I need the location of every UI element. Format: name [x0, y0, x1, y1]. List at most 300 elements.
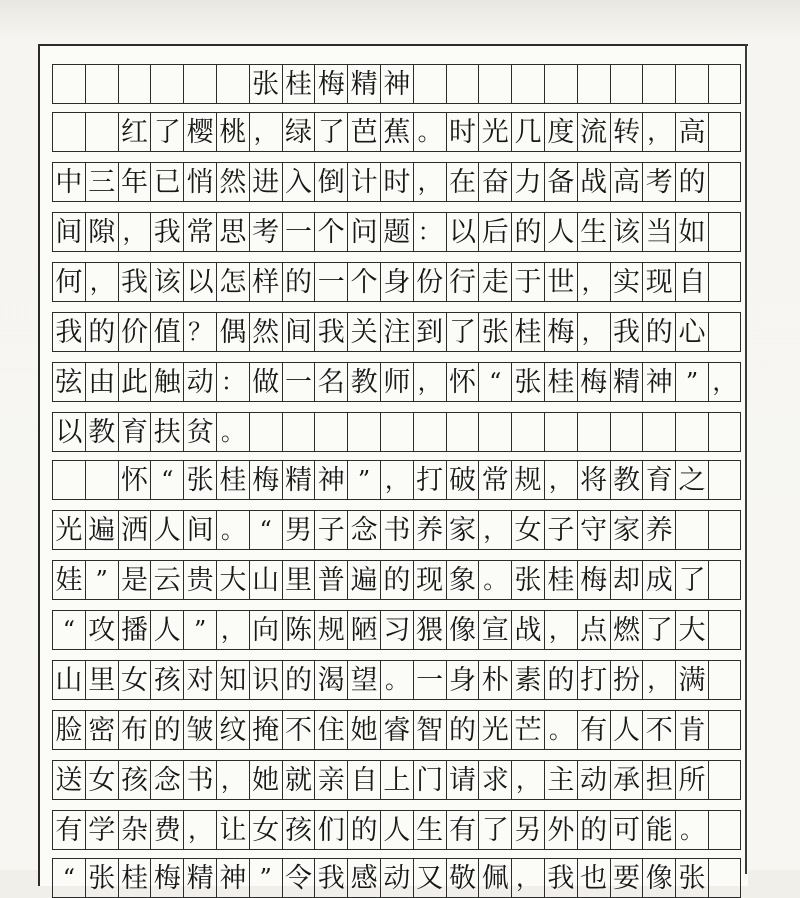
grid-cell: 的 [150, 710, 183, 750]
grid-cell [610, 64, 643, 104]
grid-cell: 备 [544, 162, 577, 202]
grid-cell: 亲 [314, 760, 347, 800]
grid-cell [118, 64, 151, 104]
grid-cell: ， [183, 810, 216, 850]
grid-cell: 张 [249, 64, 282, 104]
grid-cell: 战 [511, 610, 544, 650]
grid-cell: 弦 [52, 362, 85, 402]
grid-cell: 可 [610, 810, 643, 850]
grid-cell: 佩 [478, 858, 511, 898]
grid-cell [577, 64, 610, 104]
grid-cell: 成 [642, 560, 675, 600]
grid-cell [380, 412, 413, 452]
grid-cell: 养 [642, 510, 675, 550]
grid-cell: 张 [85, 858, 118, 898]
grid-cell: ， [118, 212, 151, 252]
grid-cell: 像 [446, 610, 479, 650]
grid-cell: 规 [314, 610, 347, 650]
grid-cell: 知 [216, 660, 249, 700]
grid-cell: 宣 [478, 610, 511, 650]
grid-cell: 张 [511, 362, 544, 402]
grid-cell: 的 [511, 212, 544, 252]
grid-cell: 识 [249, 660, 282, 700]
grid-cell: 的 [347, 810, 380, 850]
grid-cell [708, 510, 741, 550]
grid-cell: “ [478, 362, 511, 402]
grid-cell: ” [183, 610, 216, 650]
grid-cell: 动 [380, 858, 413, 898]
text-row [52, 162, 741, 202]
grid-cell: 后 [478, 212, 511, 252]
grid-cell: 的 [282, 660, 315, 700]
grid-cell: 担 [642, 760, 675, 800]
grid-cell: 精 [183, 858, 216, 898]
grid-cell: “ [249, 510, 282, 550]
grid-cell [52, 112, 85, 152]
grid-cell: 育 [642, 460, 675, 500]
grid-cell: 桂 [282, 64, 315, 104]
grid-cell [708, 858, 741, 898]
grid-cell [85, 460, 118, 500]
grid-cell: ， [249, 112, 282, 152]
grid-cell: ， [577, 312, 610, 352]
grid-cell: 象 [446, 560, 479, 600]
grid-cell: 。 [413, 112, 446, 152]
grid-cell: 由 [85, 362, 118, 402]
grid-cell: 有 [52, 810, 85, 850]
grid-cell: 现 [413, 560, 446, 600]
text-row [52, 460, 741, 500]
grid-cell: 女 [118, 660, 151, 700]
grid-cell: 山 [52, 660, 85, 700]
grid-cell: ， [642, 112, 675, 152]
grid-cell: 女 [511, 510, 544, 550]
grid-cell: 另 [511, 810, 544, 850]
grid-cell: 如 [675, 212, 708, 252]
grid-cell: 满 [675, 660, 708, 700]
grid-cell: 倒 [314, 162, 347, 202]
text-row [52, 710, 741, 750]
grid-cell: 肯 [675, 710, 708, 750]
grid-cell: ， [544, 610, 577, 650]
grid-cell: 以 [52, 412, 85, 452]
grid-cell: 皱 [183, 710, 216, 750]
grid-cell: 生 [413, 810, 446, 850]
grid-cell [642, 64, 675, 104]
grid-cell: 。 [216, 510, 249, 550]
grid-cell: 梅 [577, 560, 610, 600]
grid-cell: 教 [610, 460, 643, 500]
paper-right-border [745, 44, 747, 874]
text-row [52, 412, 741, 452]
grid-cell: 上 [380, 760, 413, 800]
grid-cell: 怎 [216, 262, 249, 302]
grid-cell [446, 412, 479, 452]
grid-cell: 桂 [544, 362, 577, 402]
grid-cell: 求 [478, 760, 511, 800]
grid-cell: 偶 [216, 312, 249, 352]
grid-cell: 的 [675, 162, 708, 202]
grid-cell: 就 [282, 760, 315, 800]
grid-cell: ， [544, 460, 577, 500]
grid-cell: 人 [150, 610, 183, 650]
grid-cell: 打 [577, 660, 610, 700]
grid-cell: 一 [282, 212, 315, 252]
grid-cell: 向 [249, 610, 282, 650]
grid-cell: 神 [380, 64, 413, 104]
grid-cell: 习 [380, 610, 413, 650]
grid-cell: 猥 [413, 610, 446, 650]
grid-cell: 梅 [150, 858, 183, 898]
grid-cell: 男 [282, 510, 315, 550]
grid-cell: 纹 [216, 710, 249, 750]
grid-cell: 师 [380, 362, 413, 402]
grid-cell: 攻 [85, 610, 118, 650]
grid-cell: “ [52, 610, 85, 650]
grid-cell: 流 [577, 112, 610, 152]
grid-cell: 芭 [347, 112, 380, 152]
grid-cell: 一 [314, 262, 347, 302]
grid-cell: 里 [85, 660, 118, 700]
grid-cell: 住 [314, 710, 347, 750]
grid-cell: 书 [183, 760, 216, 800]
grid-cell: ， [413, 162, 446, 202]
grid-cell: 子 [314, 510, 347, 550]
grid-cell: 光 [478, 710, 511, 750]
grid-cell: 一 [282, 362, 315, 402]
grid-cell: 她 [347, 710, 380, 750]
grid-cell [511, 412, 544, 452]
grid-cell: 时 [446, 112, 479, 152]
grid-cell: 关 [347, 312, 380, 352]
grid-cell [511, 64, 544, 104]
grid-cell: ” [675, 362, 708, 402]
grid-cell [282, 412, 315, 452]
grid-cell: ： [216, 362, 249, 402]
grid-cell [708, 760, 741, 800]
grid-cell: 以 [183, 262, 216, 302]
text-row [52, 760, 741, 800]
grid-cell: 育 [118, 412, 151, 452]
grid-cell: 入 [282, 162, 315, 202]
grid-cell: 念 [150, 760, 183, 800]
grid-cell: 个 [347, 262, 380, 302]
grid-cell: 张 [478, 312, 511, 352]
grid-cell: 间 [183, 510, 216, 550]
grid-cell: 点 [577, 610, 610, 650]
grid-cell: 破 [446, 460, 479, 500]
grid-cell: ， [708, 362, 741, 402]
grid-cell: 常 [183, 212, 216, 252]
grid-cell: 。 [380, 660, 413, 700]
grid-cell: 考 [642, 162, 675, 202]
grid-cell [708, 262, 741, 302]
grid-cell: 将 [577, 460, 610, 500]
grid-cell: 。 [544, 710, 577, 750]
grid-cell [413, 64, 446, 104]
grid-cell: 学 [85, 810, 118, 850]
grid-cell [708, 312, 741, 352]
grid-cell: ？ [183, 312, 216, 352]
grid-cell [150, 64, 183, 104]
grid-cell: 打 [413, 460, 446, 500]
grid-cell [85, 112, 118, 152]
grid-cell: 要 [610, 858, 643, 898]
grid-cell: 份 [413, 262, 446, 302]
grid-cell: 樱 [183, 112, 216, 152]
text-row [52, 362, 741, 402]
grid-cell: 扮 [610, 660, 643, 700]
grid-cell [610, 412, 643, 452]
grid-cell: 题 [380, 212, 413, 252]
grid-cell: ， [511, 760, 544, 800]
grid-cell: 中 [52, 162, 85, 202]
grid-cell: 价 [118, 312, 151, 352]
grid-cell: 女 [249, 810, 282, 850]
grid-cell: 遍 [347, 560, 380, 600]
grid-cell: 所 [675, 760, 708, 800]
grid-cell: 燃 [610, 610, 643, 650]
grid-cell: 洒 [118, 510, 151, 550]
grid-cell: 人 [610, 710, 643, 750]
grid-cell: 走 [478, 262, 511, 302]
grid-cell: 自 [347, 760, 380, 800]
grid-cell: 的 [282, 262, 315, 302]
grid-cell [216, 64, 249, 104]
grid-cell [314, 412, 347, 452]
grid-cell [85, 64, 118, 104]
grid-cell [708, 560, 741, 600]
grid-cell: 布 [118, 710, 151, 750]
text-row [52, 660, 741, 700]
grid-cell: ” [85, 560, 118, 600]
grid-cell: 梅 [249, 460, 282, 500]
grid-cell: 梅 [544, 312, 577, 352]
grid-cell: 孩 [150, 660, 183, 700]
grid-cell: 大 [675, 610, 708, 650]
grid-cell: 了 [150, 112, 183, 152]
grid-cell: ， [216, 610, 249, 650]
grid-cell: 的 [446, 710, 479, 750]
text-row [52, 858, 741, 898]
grid-cell: 实 [610, 262, 643, 302]
grid-cell: ： [413, 212, 446, 252]
grid-cell [708, 710, 741, 750]
grid-cell [52, 64, 85, 104]
text-row [52, 112, 741, 152]
grid-cell: 年 [118, 162, 151, 202]
grid-cell [544, 64, 577, 104]
grid-cell: 掩 [249, 710, 282, 750]
grid-cell: 教 [347, 362, 380, 402]
grid-cell: 已 [150, 162, 183, 202]
grid-cell: 桂 [511, 312, 544, 352]
grid-cell: 我 [118, 262, 151, 302]
grid-cell: 承 [610, 760, 643, 800]
grid-cell: 梅 [577, 362, 610, 402]
grid-cell: 芒 [511, 710, 544, 750]
grid-cell: 然 [249, 312, 282, 352]
grid-cell: 大 [216, 560, 249, 600]
grid-cell [446, 64, 479, 104]
grid-cell: 陈 [282, 610, 315, 650]
grid-cell [478, 412, 511, 452]
grid-cell: 她 [249, 760, 282, 800]
grid-cell: 门 [413, 760, 446, 800]
grid-cell: 望 [347, 660, 380, 700]
grid-cell: 度 [544, 112, 577, 152]
grid-cell: 杂 [118, 810, 151, 850]
grid-cell [183, 64, 216, 104]
grid-cell: 外 [544, 810, 577, 850]
grid-cell: 里 [282, 560, 315, 600]
grid-cell: 播 [118, 610, 151, 650]
grid-cell [708, 64, 741, 104]
grid-cell: 高 [675, 112, 708, 152]
grid-cell: 计 [347, 162, 380, 202]
grid-cell: 触 [150, 362, 183, 402]
grid-cell: 贫 [183, 412, 216, 452]
grid-cell: 自 [675, 262, 708, 302]
grid-cell: 身 [446, 660, 479, 700]
grid-cell: 不 [642, 710, 675, 750]
grid-cell: ， [577, 262, 610, 302]
grid-cell: 考 [249, 212, 282, 252]
grid-cell: 然 [216, 162, 249, 202]
grid-cell: 生 [577, 212, 610, 252]
grid-cell: 精 [610, 362, 643, 402]
grid-cell: 。 [675, 810, 708, 850]
grid-cell: “ [52, 858, 85, 898]
grid-cell: 家 [610, 510, 643, 550]
grid-cell: 时 [380, 162, 413, 202]
grid-cell: 素 [511, 660, 544, 700]
grid-cell: 高 [610, 162, 643, 202]
grid-cell: 绿 [282, 112, 315, 152]
grid-cell: 动 [183, 362, 216, 402]
grid-cell: ， [85, 262, 118, 302]
grid-cell: 守 [577, 510, 610, 550]
grid-cell: 桂 [216, 460, 249, 500]
grid-cell: 桂 [544, 560, 577, 600]
grid-cell: 张 [183, 460, 216, 500]
grid-cell: 力 [511, 162, 544, 202]
grid-cell: ， [642, 660, 675, 700]
grid-cell: 名 [314, 362, 347, 402]
grid-cell [249, 412, 282, 452]
grid-cell: 孩 [282, 810, 315, 850]
grid-cell: 对 [183, 660, 216, 700]
grid-cell: 注 [380, 312, 413, 352]
grid-cell: 主 [544, 760, 577, 800]
grid-cell: 以 [446, 212, 479, 252]
grid-cell: ， [216, 760, 249, 800]
grid-cell: 神 [314, 460, 347, 500]
grid-cell: 贵 [183, 560, 216, 600]
grid-cell [413, 412, 446, 452]
grid-cell: 在 [446, 162, 479, 202]
grid-cell: 的 [577, 810, 610, 850]
grid-cell: 怀 [118, 460, 151, 500]
grid-cell: 却 [610, 560, 643, 600]
grid-cell: 智 [413, 710, 446, 750]
grid-cell: 我 [52, 312, 85, 352]
grid-cell: 人 [380, 810, 413, 850]
grid-cell [544, 412, 577, 452]
grid-cell: 光 [478, 112, 511, 152]
grid-cell: 脸 [52, 710, 85, 750]
grid-cell: 人 [544, 212, 577, 252]
grid-cell: 梅 [314, 64, 347, 104]
grid-cell: 做 [249, 362, 282, 402]
grid-cell: 我 [610, 312, 643, 352]
grid-cell: 此 [118, 362, 151, 402]
grid-cell: 人 [150, 510, 183, 550]
grid-cell: 送 [52, 760, 85, 800]
grid-cell: 我 [150, 212, 183, 252]
grid-cell: ， [478, 510, 511, 550]
grid-cell: 子 [544, 510, 577, 550]
grid-cell: 了 [446, 312, 479, 352]
grid-cell [675, 412, 708, 452]
grid-cell [675, 64, 708, 104]
grid-cell: 精 [282, 460, 315, 500]
grid-cell: 有 [446, 810, 479, 850]
grid-cell [708, 212, 741, 252]
grid-cell: 我 [544, 858, 577, 898]
grid-cell: 念 [347, 510, 380, 550]
text-row [52, 262, 741, 302]
grid-cell: 感 [347, 858, 380, 898]
grid-cell: 一 [413, 660, 446, 700]
grid-cell: 我 [314, 312, 347, 352]
grid-cell: 让 [216, 810, 249, 850]
grid-cell [52, 460, 85, 500]
grid-cell [577, 412, 610, 452]
grid-cell: 能 [642, 810, 675, 850]
grid-cell: 隙 [85, 212, 118, 252]
grid-cell: 悄 [183, 162, 216, 202]
grid-cell: ， [380, 460, 413, 500]
text-row [52, 312, 741, 352]
grid-cell: 光 [52, 510, 85, 550]
grid-cell: 该 [610, 212, 643, 252]
title-row [52, 64, 741, 104]
grid-cell: 的 [544, 660, 577, 700]
grid-cell [708, 610, 741, 650]
grid-cell: 身 [380, 262, 413, 302]
text-row [52, 510, 741, 550]
grid-cell: 。 [216, 412, 249, 452]
text-row [52, 610, 741, 650]
grid-cell: 我 [314, 858, 347, 898]
grid-cell: 怀 [446, 362, 479, 402]
grid-cell: 不 [282, 710, 315, 750]
grid-cell [347, 412, 380, 452]
grid-cell: 转 [610, 112, 643, 152]
grid-cell: 有 [577, 710, 610, 750]
grid-cell: 的 [642, 312, 675, 352]
grid-cell: 的 [85, 312, 118, 352]
grid-cell: 云 [150, 560, 183, 600]
grid-cell: 张 [511, 560, 544, 600]
grid-cell [708, 412, 741, 452]
text-row [52, 810, 741, 850]
grid-cell: 家 [446, 510, 479, 550]
grid-cell: 思 [216, 212, 249, 252]
grid-cell: ” [347, 460, 380, 500]
grid-cell: 神 [642, 362, 675, 402]
